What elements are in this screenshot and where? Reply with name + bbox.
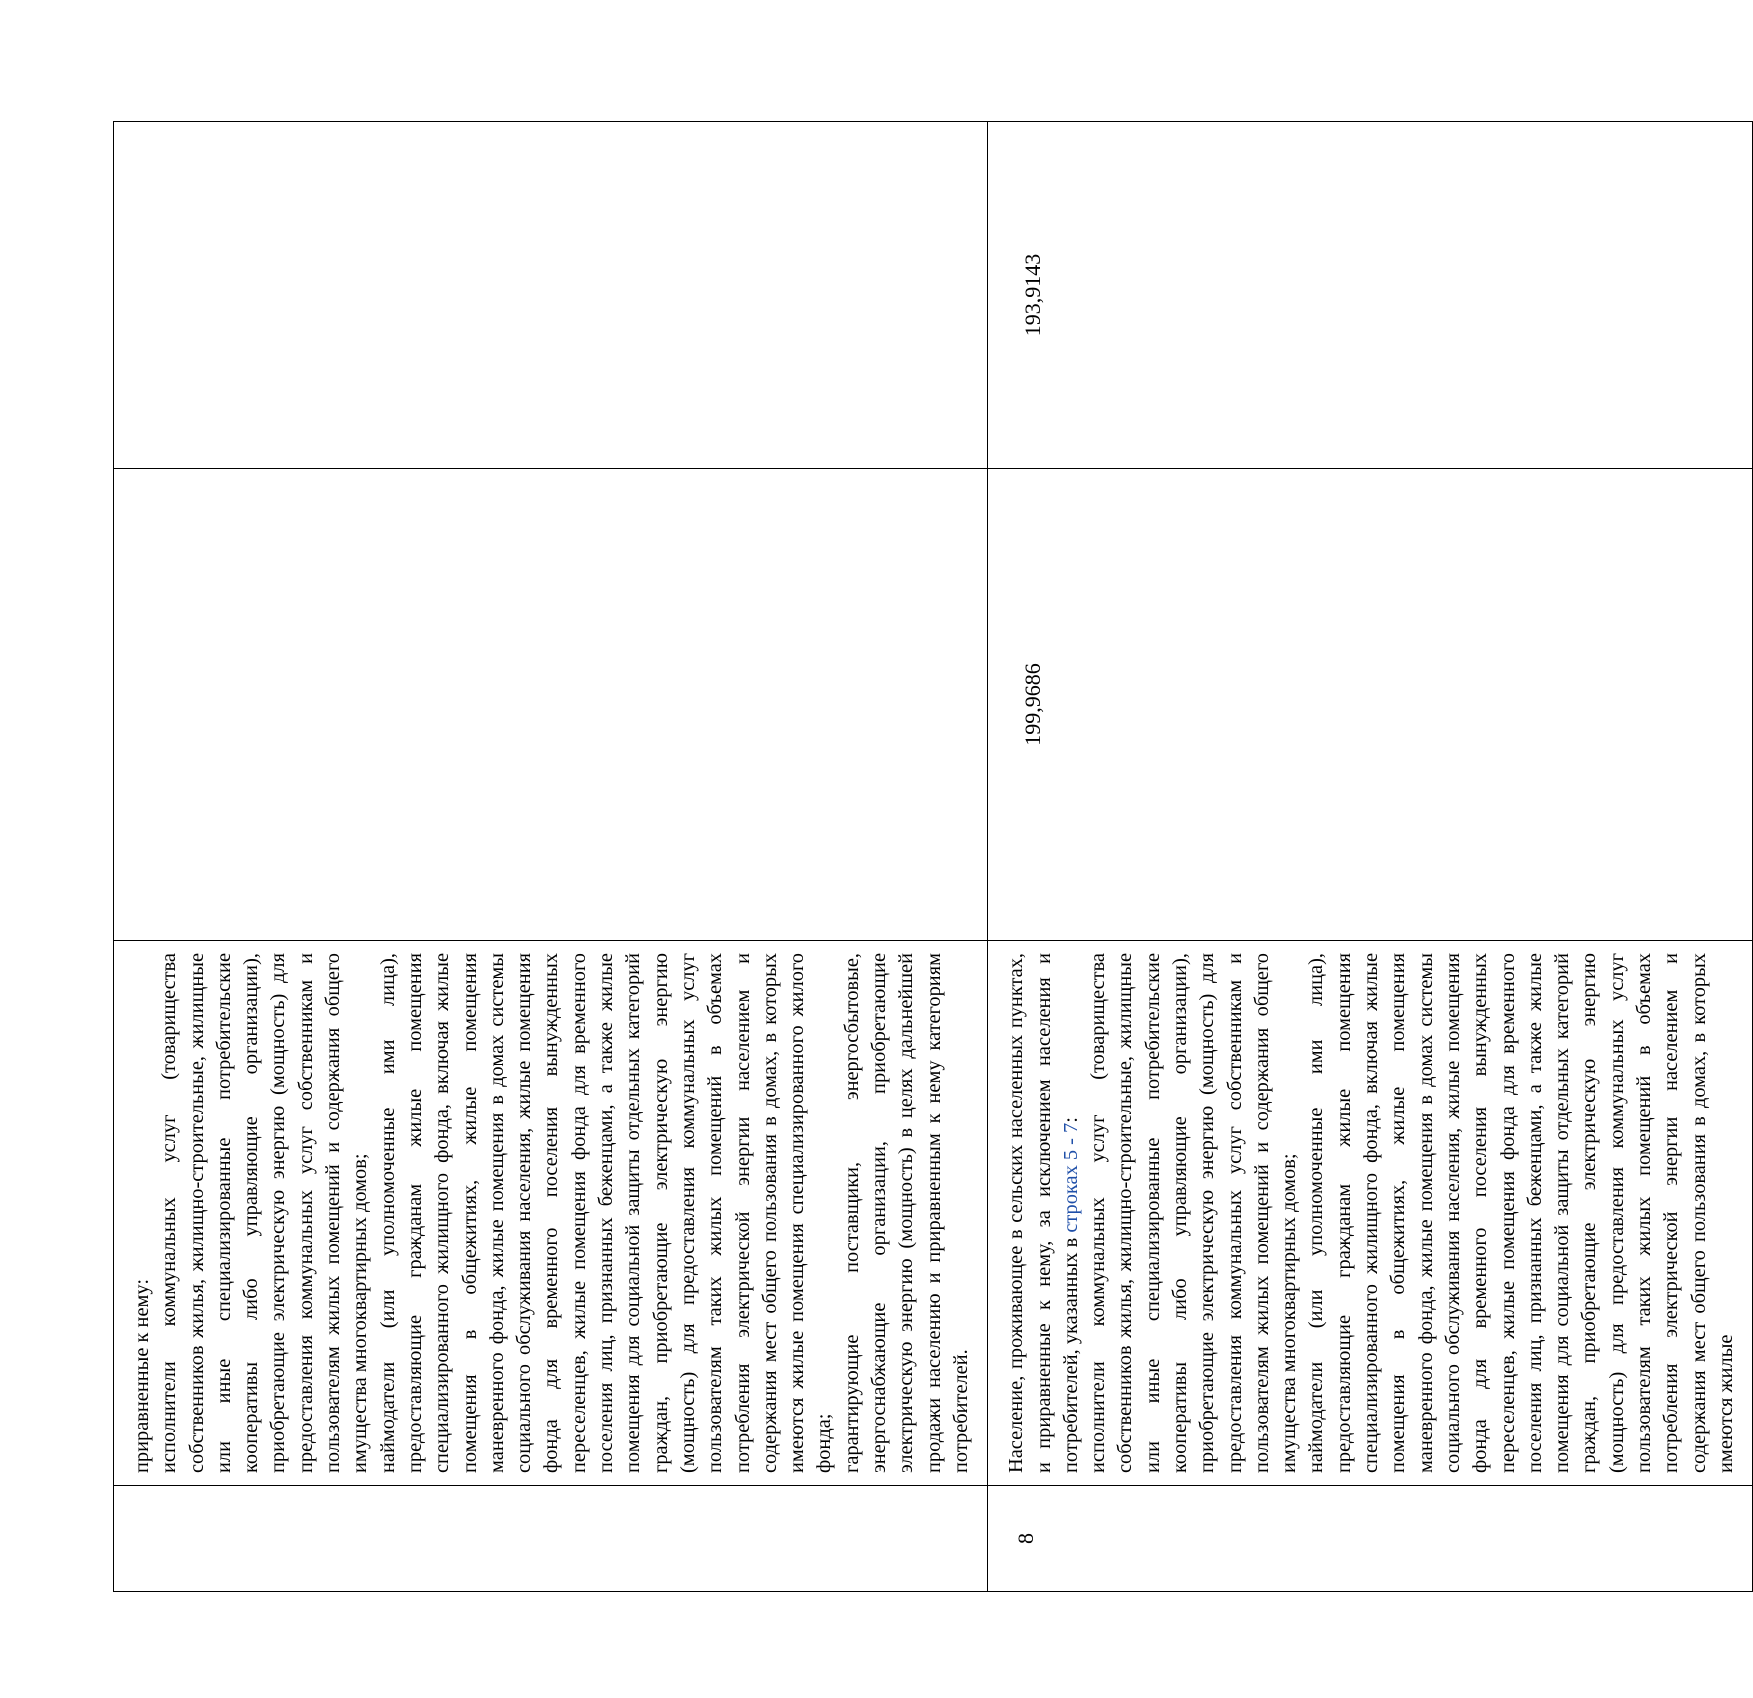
- description-cell: [988, 941, 1753, 1486]
- description-cell: [114, 941, 988, 1486]
- description-paragraph: наймодатели (или уполномоченные ими лица), предоставляющие гражданам жилые помещения специализированного жилищного фонда, включая жилые помещения в общежитиях, жилые помещения маневренного фонда, жилые помещения в домах системы социального обслуживания населения, жилые помещения фонда для временного поселения вынужденных переселенцев, жилые помещения фонда для временного поселения лиц, признанных беженцами, а также жилые помещения для социальной защиты отдельных категорий граждан, приобретающие электрическую энергию (мощность) для предоставления коммунальных услуг пользователям таких жилых помещений в объемах потребления электрической энергии населением и содержания мест общего пользования в домах, в которых имеются жилые помещения специализированного жилого фонда;: [376, 953, 836, 1473]
- description-intro: [1003, 953, 1085, 1473]
- description-heading: приравненные к нему:: [131, 1279, 153, 1473]
- tariff-value-cell-2: [114, 122, 988, 469]
- tariff-value-cell-1: [114, 469, 988, 941]
- rows-reference-link[interactable]: строках 5 - 7: [1059, 1122, 1082, 1233]
- rotated-page: [113, 122, 1737, 1592]
- tariff-value-2: 193,9143: [1020, 253, 1046, 337]
- intro-colon: :: [1059, 1117, 1082, 1123]
- row-number: 8: [1013, 1533, 1039, 1544]
- tariff-value-1: 199,9686: [1020, 663, 1046, 746]
- intro-text: Население, проживающее в сельских населенных пунктах, и приравненные к нему, за исключением населения и потребителей, указанных в: [1005, 953, 1082, 1473]
- row-number-cell: [114, 1486, 988, 1592]
- tariff-value-cell-2: [988, 122, 1753, 469]
- tariff-value-cell-1: [988, 469, 1753, 941]
- description-paragraph: исполнители коммунальных услуг (товарищества собственников жилья, жилищно-строительные, жилищные или иные специализированные потребительские кооперативы либо управляющие организации), приобретающие электрическую энергию (мощность) для предоставления коммунальных услуг собственникам и пользователям жилых помещений и содержания общего имущества многоквартирных домов;: [1087, 953, 1301, 1473]
- tariff-table: [113, 121, 1753, 1592]
- table-row: [114, 122, 988, 1592]
- description-paragraph: исполнители коммунальных услуг (товарищества собственников жилья, жилищно-строительные, жилищные или иные специализированные потребительские кооперативы либо управляющие организации), приобретающие электрическую энергию (мощность) для предоставления коммунальных услуг собственникам и пользователям жилых помещений и содержания общего имущества многоквартирных домов;: [158, 953, 372, 1473]
- description-paragraph: гарантирующие поставщики, энергосбытовые, энергоснабжающие организации, приобретающие электрическую энергию (мощность) в целях дальнейшей продажи населению и приравненным к нему категориям потребителей.: [840, 953, 972, 1473]
- table-row: [988, 122, 1753, 1592]
- row-number-cell: [988, 1486, 1753, 1592]
- description-paragraph: наймодатели (или уполномоченные ими лица), предоставляющие гражданам жилые помещения специализированного жилищного фонда, включая жилые помещения в общежитиях, жилые помещения маневренного фонда, жилые помещения в домах системы социального обслуживания населения, жилые помещения фонда для временного поселения вынужденных переселенцев, жилые помещения фонда для временного поселения лиц, признанных беженцами, а также жилые помещения для социальной защиты отдельных категорий граждан, приобретающие электрическую энергию (мощность) для предоставления коммунальных услуг пользователям таких жилых помещений в объемах потребления электрической энергии населением и содержания мест общего пользования в домах, в которых имеются жилые: [1305, 953, 1737, 1473]
